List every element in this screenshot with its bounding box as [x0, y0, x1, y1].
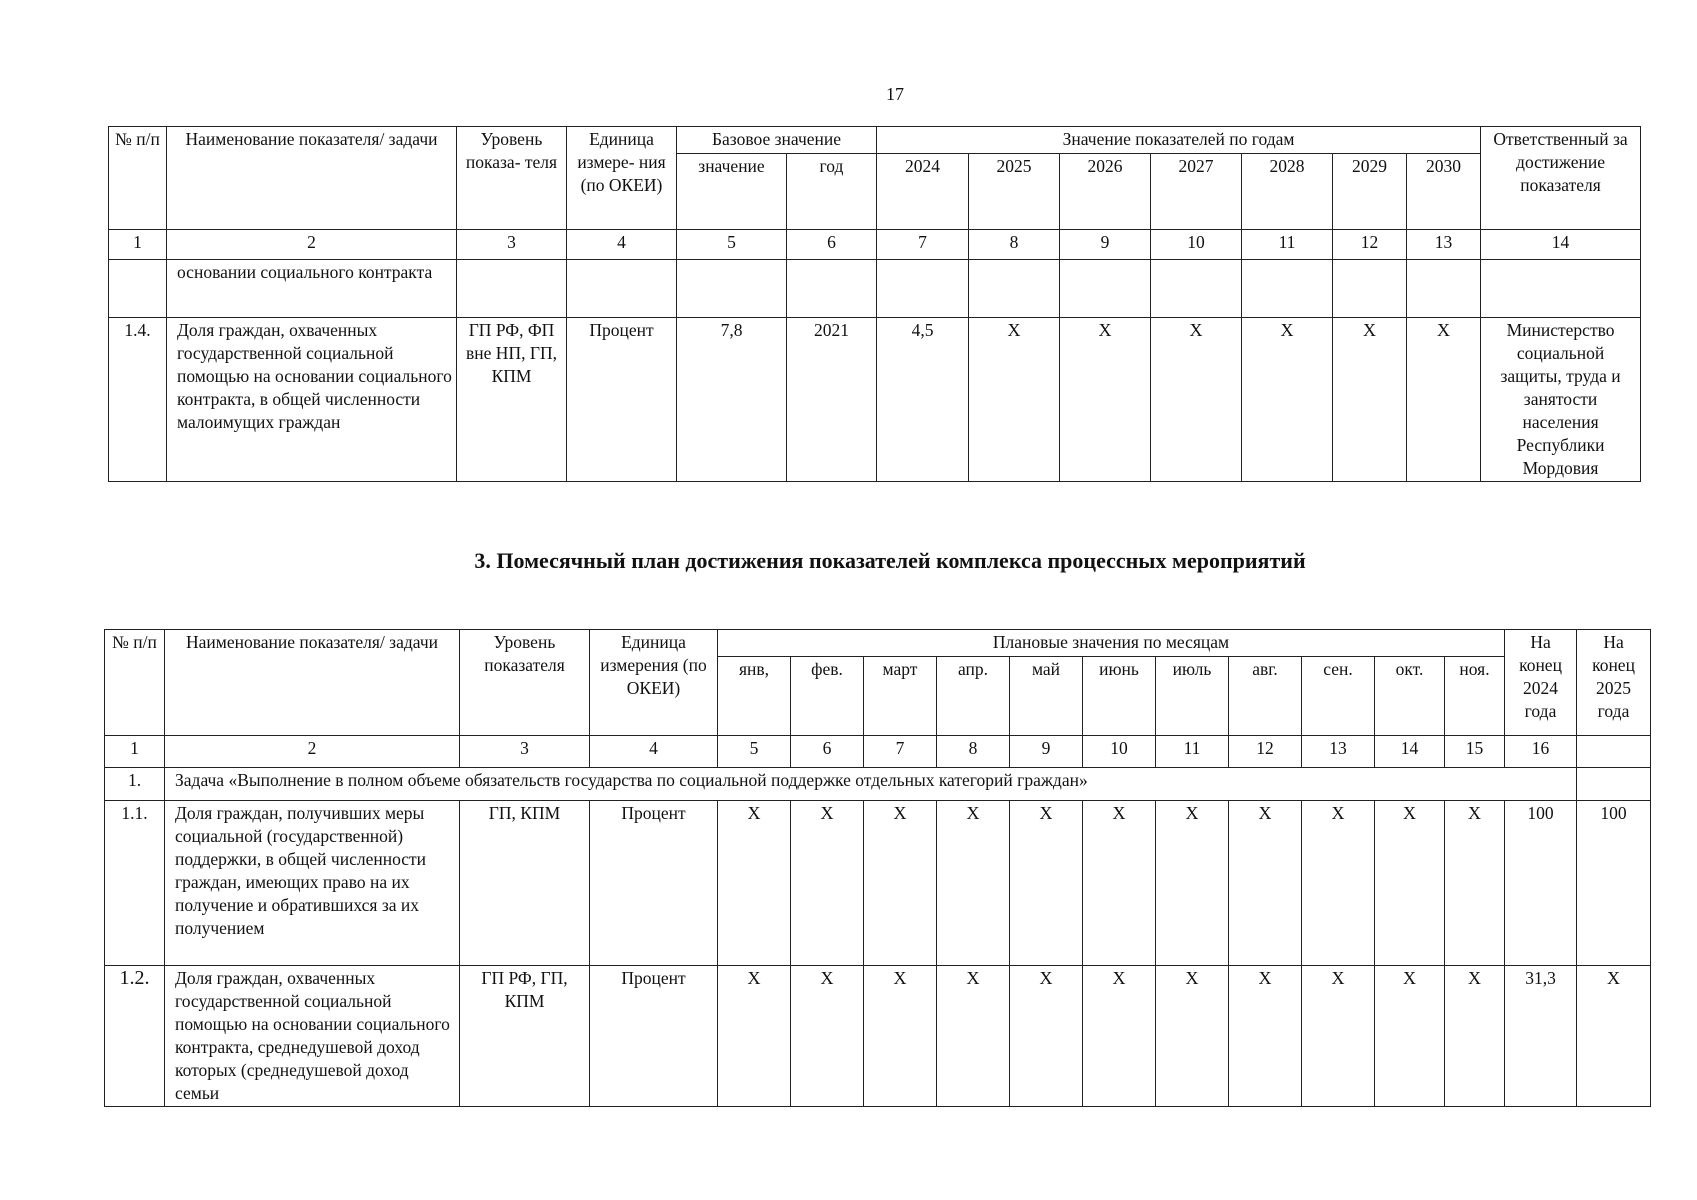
row-year-value: X	[969, 318, 1060, 482]
row-month-value: X	[1156, 801, 1229, 966]
header-year: 2027	[1151, 154, 1242, 230]
col-number: 9	[1060, 230, 1151, 260]
header-end-2024: На конец 2024 года	[1505, 630, 1577, 736]
header-name: Наименование показателя/ задачи	[167, 127, 457, 230]
col-number: 2	[167, 230, 457, 260]
header-unit: Единица измере- ния (по ОКЕИ)	[567, 127, 677, 230]
header-by-years: Значение показателей по годам	[877, 127, 1481, 154]
col-number: 1	[105, 736, 165, 768]
header-month: март	[864, 657, 937, 736]
row-month-value: X	[1445, 966, 1505, 1107]
page-number: 17	[886, 84, 904, 104]
row-year-value: X	[1407, 318, 1481, 482]
col-number: 6	[787, 230, 877, 260]
col-number: 7	[877, 230, 969, 260]
row-month-value: X	[1229, 801, 1302, 966]
col-number	[1577, 736, 1651, 768]
header-year: 2026	[1060, 154, 1151, 230]
header-name: Наименование показателя/ задачи	[165, 630, 460, 736]
row-base-year: 2021	[787, 318, 877, 482]
header-responsible: Ответственный за достижение показателя	[1481, 127, 1641, 230]
header-month: янв,	[718, 657, 791, 736]
row-num: 1.2.	[105, 966, 165, 1107]
section-heading: 3. Помесячный план достижения показателей комплекса процессных мероприятий	[474, 548, 1306, 573]
col-number: 2	[165, 736, 460, 768]
header-month: фев.	[791, 657, 864, 736]
header-base-year: год	[787, 154, 877, 230]
row-month-value: X	[1229, 966, 1302, 1107]
row-responsible: Министерство социальной защиты, труда и занятости населения Республики Мордовия	[1481, 318, 1641, 482]
header-month: апр.	[937, 657, 1010, 736]
monthly-plan-table	[104, 629, 1651, 1107]
row-num: 1.4.	[109, 318, 167, 482]
header-month: июнь	[1083, 657, 1156, 736]
row-month-value: X	[1083, 801, 1156, 966]
row-year-value: X	[1060, 318, 1151, 482]
header-unit: Единица измерения (по ОКЕИ)	[590, 630, 718, 736]
row-month-value: X	[718, 966, 791, 1107]
col-number: 15	[1445, 736, 1505, 768]
col-number: 5	[718, 736, 791, 768]
row-end-2025: 100	[1577, 801, 1651, 966]
header-year: 2024	[877, 154, 969, 230]
col-number: 13	[1302, 736, 1375, 768]
col-number: 4	[590, 736, 718, 768]
header-num: № п/п	[109, 127, 167, 230]
row-month-value: X	[1302, 966, 1375, 1107]
indicators-by-year-table	[108, 126, 1641, 482]
header-year: 2029	[1333, 154, 1407, 230]
header-month: сен.	[1302, 657, 1375, 736]
row-month-value: X	[1156, 966, 1229, 1107]
col-number: 11	[1242, 230, 1333, 260]
col-number: 5	[677, 230, 787, 260]
row-name: Доля граждан, получивших меры социальной (государственной) поддержки, в общей численности граждан, имеющих право на их получение и обратившихся за их получением	[165, 801, 460, 966]
row-month-value: X	[937, 801, 1010, 966]
header-monthly: Плановые значения по месяцам	[718, 630, 1505, 657]
row-unit: Процент	[567, 318, 677, 482]
col-number: 4	[567, 230, 677, 260]
row-year-value: X	[1151, 318, 1242, 482]
task-row	[105, 768, 1651, 801]
row-name: Доля граждан, охваченных государственной социальной помощью на основании социального контракта, среднедушевой доход которых (среднедушевой доход семьи	[165, 966, 460, 1107]
row-month-value: X	[1302, 801, 1375, 966]
header-month: окт.	[1375, 657, 1445, 736]
col-number: 6	[791, 736, 864, 768]
row-month-value: X	[791, 966, 864, 1107]
table-row	[105, 801, 1651, 966]
row-unit: Процент	[590, 966, 718, 1107]
row-level: ГП РФ, ФП вне НП, ГП, КПМ	[457, 318, 567, 482]
table-row	[109, 318, 1641, 482]
row-year-value: X	[1242, 318, 1333, 482]
col-number: 10	[1083, 736, 1156, 768]
col-number: 14	[1375, 736, 1445, 768]
row-month-value: X	[1010, 801, 1083, 966]
row-month-value: X	[791, 801, 864, 966]
col-number: 1	[109, 230, 167, 260]
header-base-value: значение	[677, 154, 787, 230]
row-month-value: X	[864, 966, 937, 1107]
row-month-value: X	[864, 801, 937, 966]
header-base: Базовое значение	[677, 127, 877, 154]
header-year: 2030	[1407, 154, 1481, 230]
row-base-value: 7,8	[677, 318, 787, 482]
row-month-value: X	[1445, 801, 1505, 966]
col-number: 7	[864, 736, 937, 768]
row-month-value: X	[1375, 801, 1445, 966]
col-number: 3	[460, 736, 590, 768]
table-row	[105, 966, 1651, 1107]
row-month-value: X	[1083, 966, 1156, 1107]
header-year: 2025	[969, 154, 1060, 230]
continued-text: основании социального контракта	[167, 260, 457, 318]
row-month-value: X	[718, 801, 791, 966]
row-year-value: 4,5	[877, 318, 969, 482]
row-year-value: X	[1333, 318, 1407, 482]
col-number: 3	[457, 230, 567, 260]
col-number: 12	[1229, 736, 1302, 768]
header-end-2025: На конец 2025 года	[1577, 630, 1651, 736]
task-text: Задача «Выполнение в полном объеме обязательств государства по социальной поддержке отдельных категорий граждан»	[165, 768, 1577, 801]
col-number: 8	[937, 736, 1010, 768]
header-month: июль	[1156, 657, 1229, 736]
table-row	[109, 260, 1641, 318]
col-number: 12	[1333, 230, 1407, 260]
col-number: 10	[1151, 230, 1242, 260]
col-number: 16	[1505, 736, 1577, 768]
header-level: Уровень показа- теля	[457, 127, 567, 230]
row-end-2024: 31,3	[1505, 966, 1577, 1107]
header-month: авг.	[1229, 657, 1302, 736]
row-end-2025: X	[1577, 966, 1651, 1107]
row-month-value: X	[937, 966, 1010, 1107]
col-number: 11	[1156, 736, 1229, 768]
col-number: 13	[1407, 230, 1481, 260]
row-end-2024: 100	[1505, 801, 1577, 966]
header-month: май	[1010, 657, 1083, 736]
row-month-value: X	[1375, 966, 1445, 1107]
row-level: ГП, КПМ	[460, 801, 590, 966]
header-year: 2028	[1242, 154, 1333, 230]
row-num: 1.1.	[105, 801, 165, 966]
col-number: 8	[969, 230, 1060, 260]
header-num: № п/п	[105, 630, 165, 736]
col-number: 14	[1481, 230, 1641, 260]
row-month-value: X	[1010, 966, 1083, 1107]
row-unit: Процент	[590, 801, 718, 966]
header-month: ноя.	[1445, 657, 1505, 736]
task-num: 1.	[105, 768, 165, 801]
header-level: Уровень показателя	[460, 630, 590, 736]
col-number: 9	[1010, 736, 1083, 768]
row-level: ГП РФ, ГП, КПМ	[460, 966, 590, 1107]
row-name: Доля граждан, охваченных государственной социальной помощью на основании социального контракта, в общей численности малоимущих граждан	[167, 318, 457, 482]
